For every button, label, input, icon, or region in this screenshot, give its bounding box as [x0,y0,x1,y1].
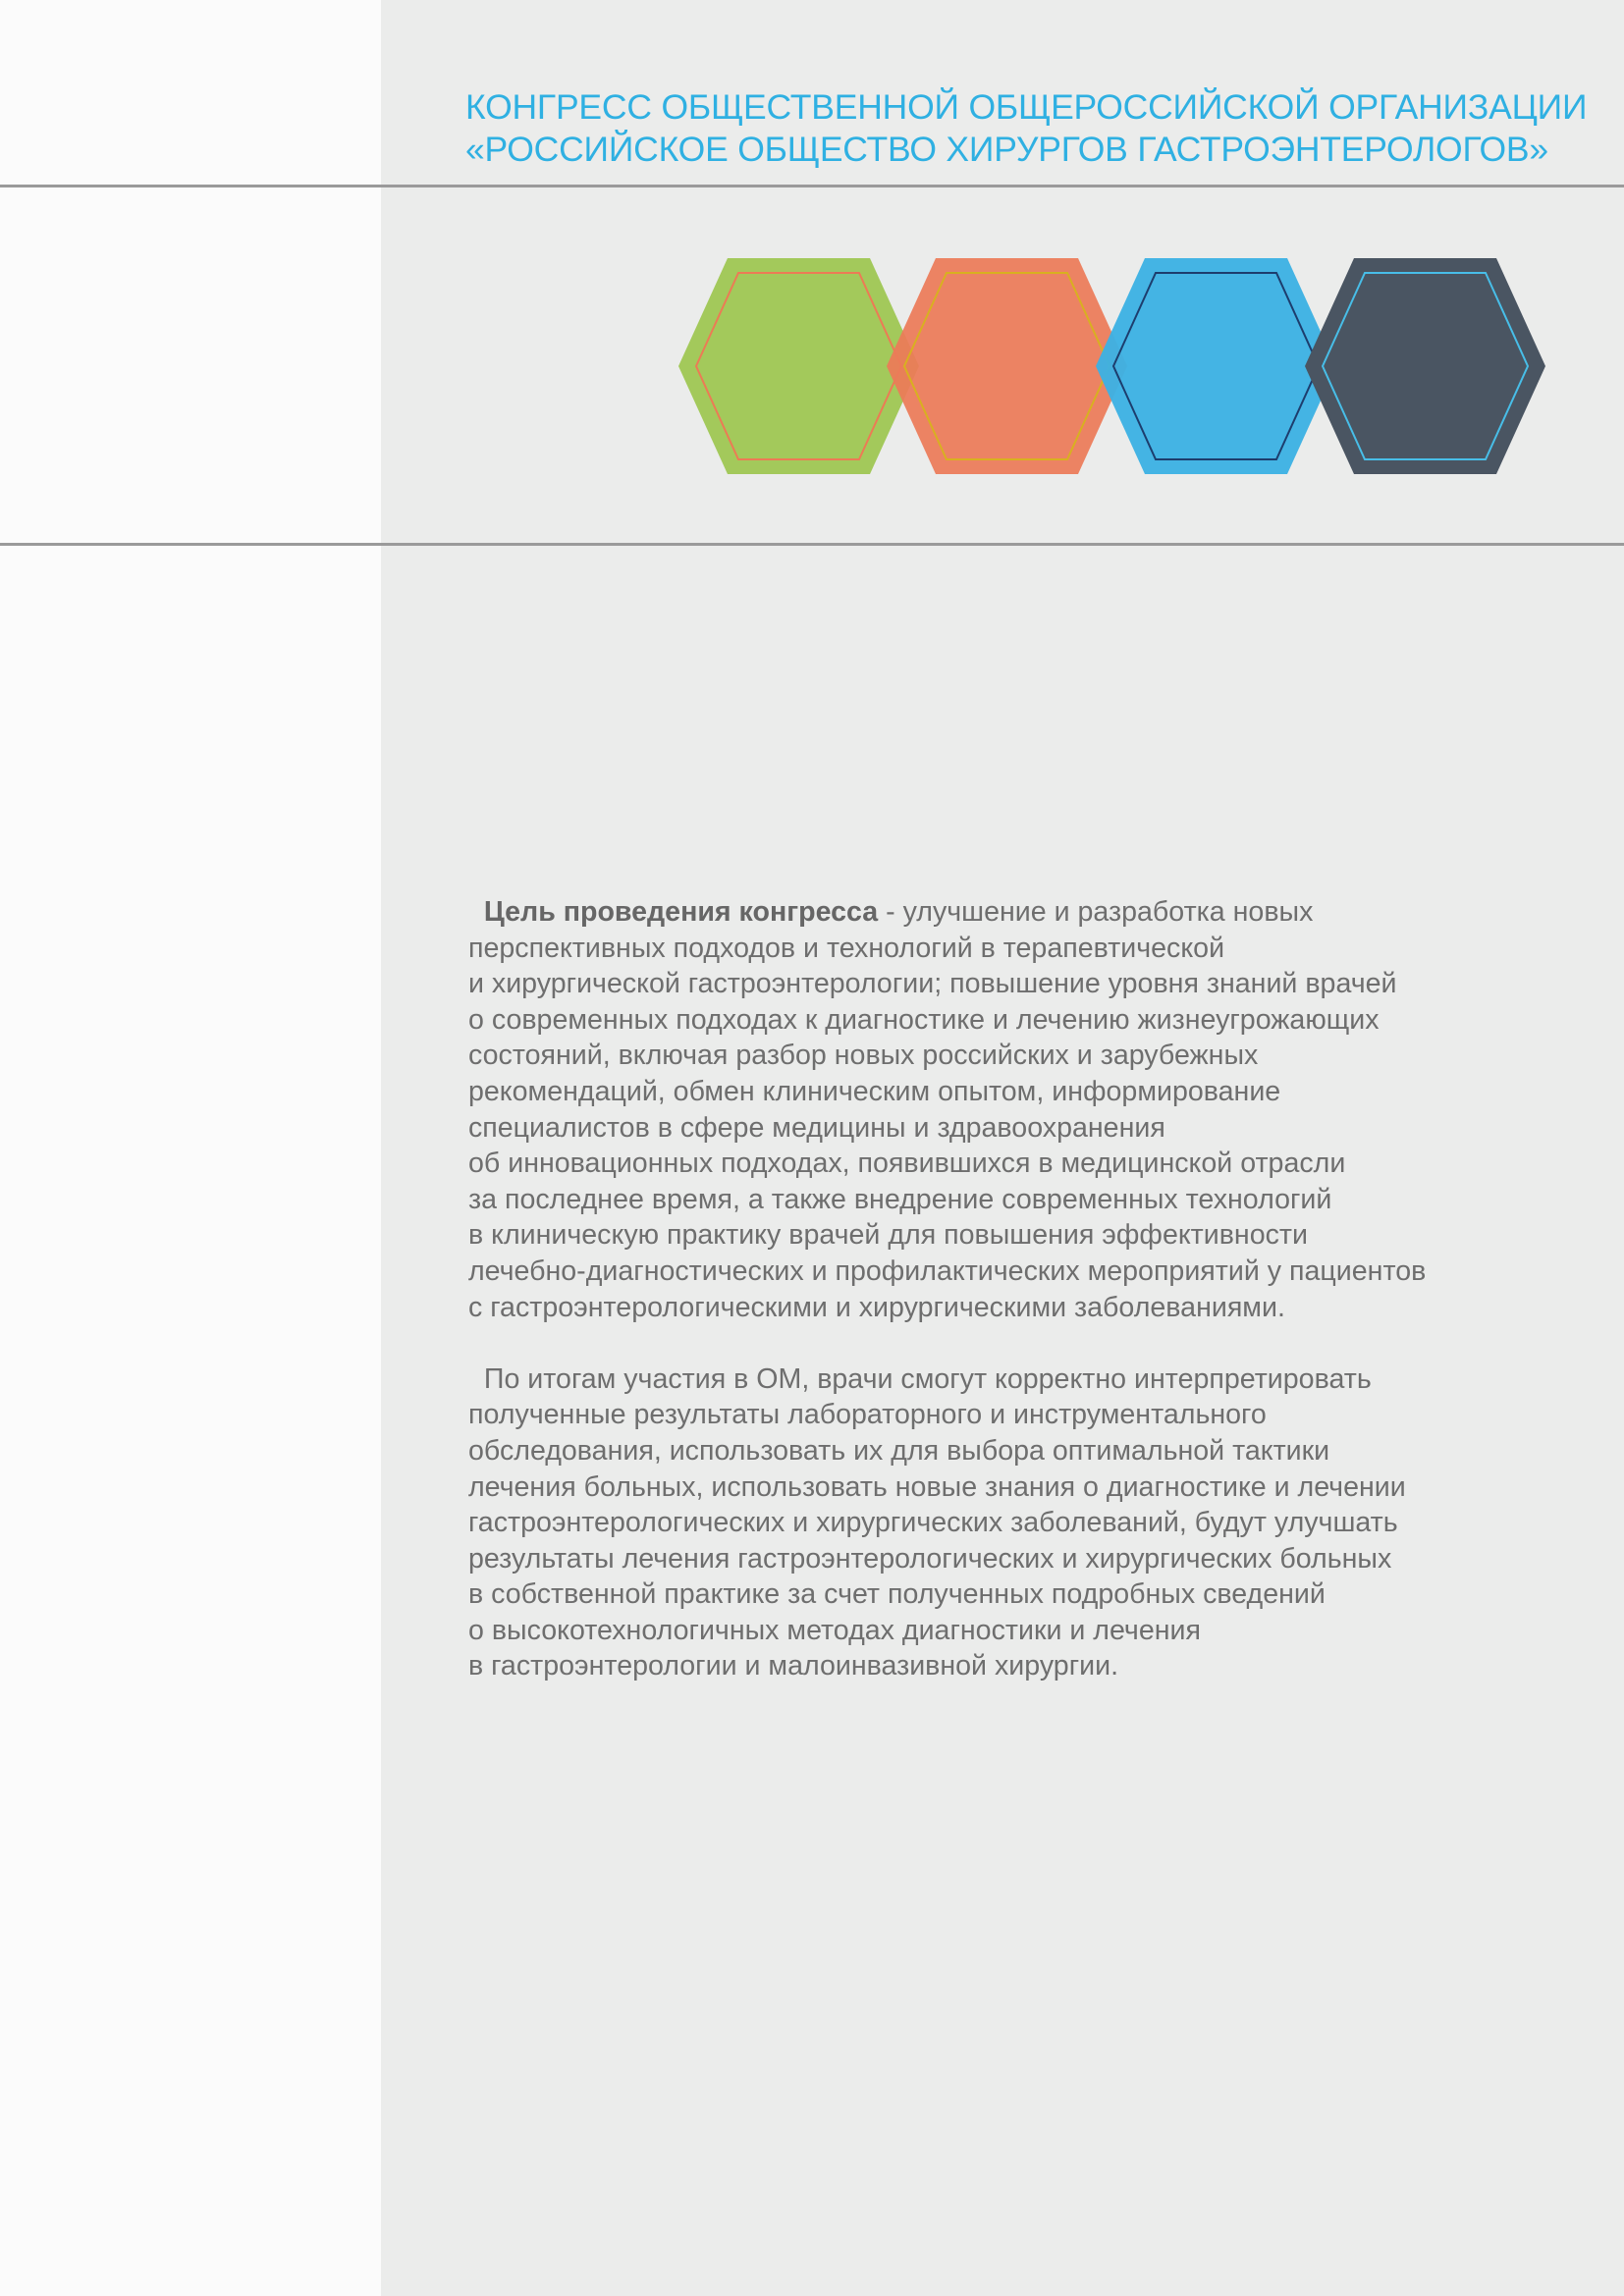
paragraph-goal-line: рекомендаций, обмен клиническим опытом, информирование [468,1075,1281,1107]
goal-lead-rest: - улучшение и разработка новых [878,896,1314,928]
hexagon-green [678,258,919,474]
paragraph-outcomes-line-1 [468,1362,1568,1398]
section-divider [0,543,1624,546]
paragraph-goal-line: состояний, включая разбор новых российских и зарубежных [468,1040,1259,1072]
outcomes-first-line: По итогам участия в ОМ, врачи смогут корректно интерпретировать [483,1362,1372,1395]
paragraph-goal [468,894,1568,1325]
paragraph-goal-line: в клиническую практику врачей для повышения эффективности [468,1219,1308,1252]
paragraph-outcomes-line: в собственной практике за счет полученных подробных сведений [468,1578,1326,1611]
paragraph-outcomes-line: в гастроэнтерологии и малоинвазивной хирургии. [468,1650,1119,1682]
hexagon-orange [887,258,1127,474]
paragraph-goal-line: и хирургической гастроэнтерологии; повышение уровня знаний врачей [468,968,1397,1000]
paragraph-goal-line: о современных подходах к диагностике и лечению жизнеугрожающих [468,1003,1380,1036]
paragraph-outcomes-line: обследования, использовать их для выбора оптимальной тактики [468,1434,1330,1467]
paragraph-outcomes-line: лечения больных, использовать новые знания о диагностике и лечении [468,1470,1406,1503]
goal-lead: Цель проведения конгресса [483,896,879,928]
paragraph-goal-line: за последнее время, а также внедрение современных технологий [468,1183,1332,1215]
paragraph-outcomes-line: полученные результаты лабораторного и инструментального [468,1399,1267,1431]
paragraph-goal-line: перспективных подходов и технологий в терапевтической [468,932,1225,964]
paragraph-outcomes [468,1362,1568,1684]
paragraph-goal-line: лечебно-диагностических и профилактических мероприятий у пациентов [468,1255,1427,1287]
paragraph-outcomes-line: результаты лечения гастроэнтерологических и хирургических больных [468,1542,1392,1575]
congress-title-line-1: КОНГРЕСС ОБЩЕСТВЕННОЙ ОБЩЕРОССИЙСКОЙ ОРГАНИЗАЦИИ [465,87,1588,127]
paragraph-goal-line: об инновационных подходах, появившихся в медицинской отрасли [468,1148,1346,1180]
paragraph-goal-line: с гастроэнтерологическими и хирургическими заболеваниями. [468,1291,1285,1323]
paragraph-goal-line: специалистов в сфере медицины и здравоохранения [468,1111,1165,1144]
congress-description [468,894,1568,1684]
congress-title-line-2: «РОССИЙСКОЕ ОБЩЕСТВО ХИРУРГОВ ГАСТРОЭНТЕРОЛОГОВ» [465,130,1548,169]
hexagon-decoration [0,0,1624,550]
hexagon-dark [1305,258,1545,474]
paragraph-outcomes-line: гастроэнтерологических и хирургических заболеваний, будут улучшать [468,1507,1398,1539]
hexagon-blue [1096,258,1336,474]
paragraph-outcomes-line: о высокотехнологичных методах диагностики и лечения [468,1614,1201,1646]
paragraph-spacer [468,1325,1568,1362]
paragraph-goal-line-1 [468,894,1568,931]
